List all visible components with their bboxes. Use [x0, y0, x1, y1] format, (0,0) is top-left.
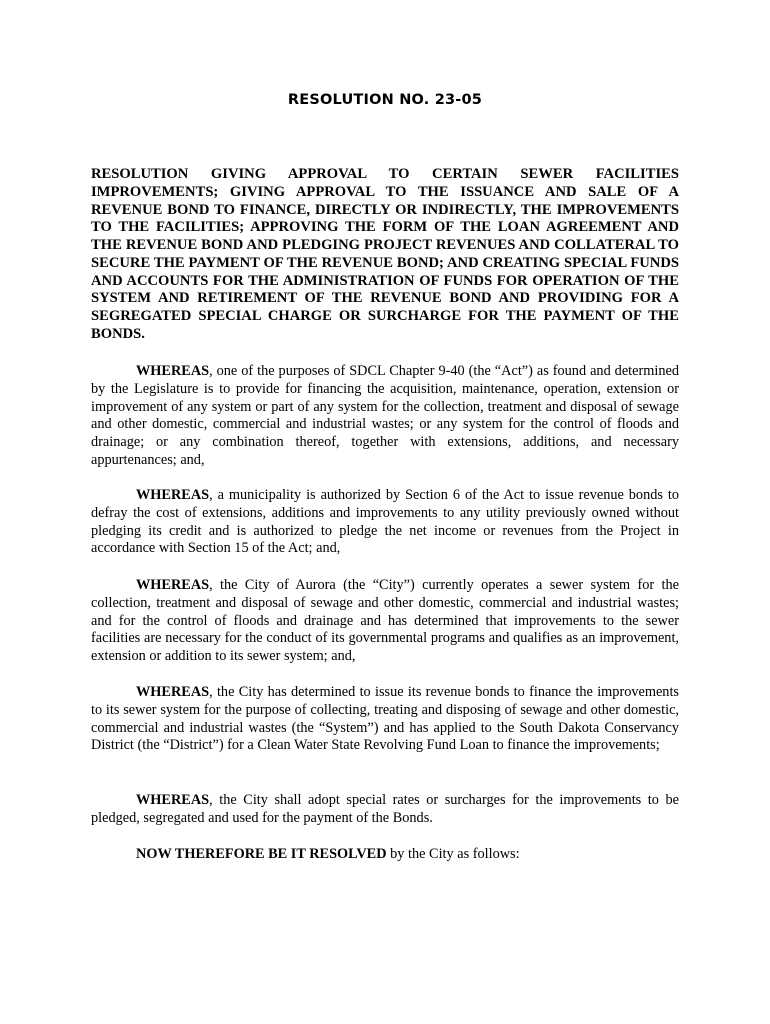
paragraph-lead: WHEREAS [136, 577, 210, 593]
whereas-paragraph-2 [91, 487, 679, 558]
paragraph-lead: WHEREAS [136, 363, 210, 379]
whereas-paragraph-4 [91, 684, 679, 755]
paragraph-text: by the City as follows: [386, 846, 520, 862]
paragraph-text: , one of the purposes of SDCL Chapter 9-40 (the “Act”) as found and determined by the Legislature is to provide for financing the acquisition, maintenance, operation, extension or improvement of any system or part of any system for the collection, treatment and disposal of sewage and other domestic, commercial and industrial wastes; or any system for the control of floods and drainage; or any combination thereof, together with extensions, additions, and necessary appurtenances; and, [91, 363, 679, 468]
paragraph-text: , the City of Aurora (the “City”) currently operates a sewer system for the collection, treatment and disposal of sewage and other domestic, commercial and industrial wastes; and for the control of floods and drainage and has determined that improvements to the sewer facilities are necessary for the conduct of its governmental programs and qualifies as an improvement, extension or addition to its sewer system; and, [91, 577, 679, 664]
resolution-heading: RESOLUTION GIVING APPROVAL TO CERTAIN SEWER FACILITIES IMPROVEMENTS; GIVING APPROVAL TO THE ISSUANCE AND SALE OF A REVENUE BOND TO FINANCE, DIRECTLY OR INDIRECTLY, THE IMPROVEMENTS TO THE FACILITIES; APPROVING THE FORM OF THE LOAN AGREEMENT AND THE REVENUE BOND AND PLEDGING PROJECT REVENUES AND COLLATERAL TO SECURE THE PAYMENT OF THE REVENUE BOND; AND CREATING SPECIAL FUNDS AND ACCOUNTS FOR THE ADMINISTRATION OF FUNDS FOR OPERATION OF THE SYSTEM AND RETIREMENT OF THE REVENUE BOND AND PROVIDING FOR A SEGREGATED SPECIAL CHARGE OR SURCHARGE FOR THE PAYMENT OF THE BONDS. [91, 166, 679, 342]
document-title: RESOLUTION NO. 23-05 [287, 92, 483, 108]
paragraph-text: , a municipality is authorized by Section 6 of the Act to issue revenue bonds to defray the cost of extensions, additions and improvements to any utility previously owned without pledging its credit and is authorized to pledge the net income or revenues from the Project in accordance with Section 15 of the Act; and, [91, 487, 679, 557]
paragraph-lead: WHEREAS [136, 487, 210, 503]
resolved-paragraph [91, 846, 679, 864]
whereas-paragraph-5 [91, 792, 679, 828]
paragraph-lead: WHEREAS [136, 684, 210, 700]
whereas-paragraph-3 [91, 577, 679, 666]
paragraph-lead: NOW THEREFORE BE IT RESOLVED [136, 846, 387, 862]
paragraph-text: , the City shall adopt special rates or surcharges for the improvements to be pledged, segregated and used for the payment of the Bonds. [91, 792, 679, 826]
paragraph-lead: WHEREAS [136, 792, 210, 808]
whereas-paragraph-1 [91, 363, 679, 470]
paragraph-text: , the City has determined to issue its revenue bonds to finance the improvements to its sewer system for the purpose of collecting, treating and disposing of sewage and other domestic, commercial and industrial wastes (the “System”) and has applied to the South Dakota Conservancy District (the “District”) for a Clean Water State Revolving Fund Loan to finance the improvements; [91, 684, 679, 754]
